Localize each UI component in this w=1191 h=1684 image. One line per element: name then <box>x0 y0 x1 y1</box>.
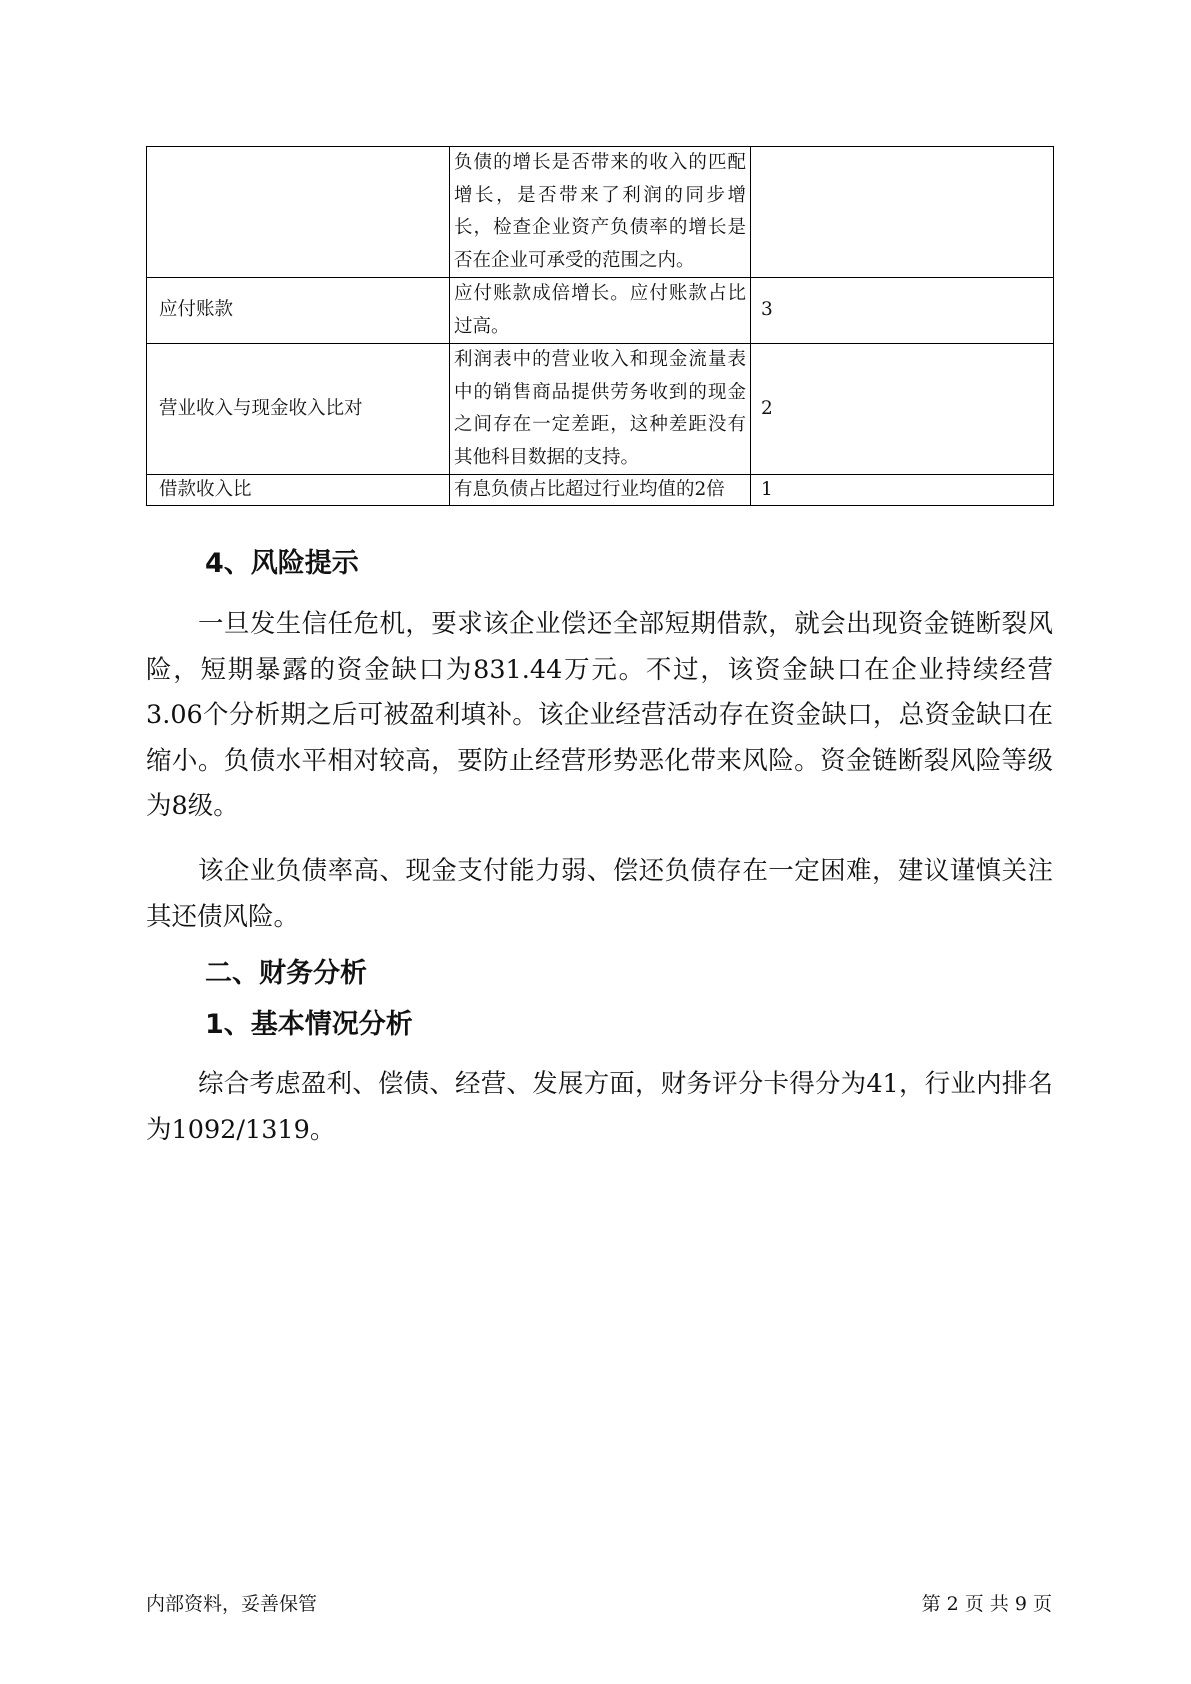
basic-analysis-paragraph: 综合考虑盈利、偿债、经营、发展方面，财务评分卡得分为41，行业内排名为1092/1319。 <box>146 1069 1053 1145</box>
basic-analysis-heading: 1、基本情况分析 <box>205 1009 413 1040</box>
table-row <box>147 147 1054 278</box>
indicator-score: 1 <box>751 475 1054 506</box>
indicator-description: 有息负债占比超过行业均值的2倍 <box>450 475 751 506</box>
risk-paragraph-2: 该企业负债率高、现金支付能力弱、偿还负债存在一定困难，建议谨慎关注其还债风险。 <box>146 856 1053 932</box>
indicator-name: 应付账款 <box>147 278 450 344</box>
risk-paragraph-1: 一旦发生信任危机，要求该企业偿还全部短期借款，就会出现资金链断裂风险，短期暴露的资金缺口为831.44万元。不过，该资金缺口在企业持续经营 3.06个分析期之后可被盈利填补。该企业经营活动存在资金缺口，总资金缺口在缩小。负债水平相对较高，要防止经营形势恶化带来风险。资金链断裂风险等级为8级。 <box>146 609 1053 821</box>
indicator-name: 营业收入与现金收入比对 <box>147 344 450 475</box>
finance-heading: 二、财务分析 <box>205 958 367 989</box>
indicator-name: 借款收入比 <box>147 475 450 506</box>
indicator-description: 利润表中的营业收入和现金流量表中的销售商品提供劳务收到的现金之间存在一定差距，这种差距没有其他科目数据的支持。 <box>450 344 751 475</box>
table-row <box>147 475 1054 506</box>
indicator-score: 2 <box>751 344 1054 475</box>
indicator-description: 负债的增长是否带来的收入的匹配增长，是否带来了利润的同步增长，检查企业资产负债率的增长是否在企业可承受的范围之内。 <box>450 147 751 278</box>
indicator-score <box>751 147 1054 278</box>
indicator-score: 3 <box>751 278 1054 344</box>
risk-heading: 4、风险提示 <box>205 548 359 579</box>
footer-confidential-note: 内部资料，妥善保管 <box>146 1593 318 1615</box>
table-row <box>147 344 1054 475</box>
risk-indicator-table <box>146 146 1054 506</box>
indicator-name <box>147 147 450 278</box>
table-row <box>147 278 1054 344</box>
indicator-description: 应付账款成倍增长。应付账款占比过高。 <box>450 278 751 344</box>
footer-page-number: 第 2 页 共 9 页 <box>921 1593 1052 1615</box>
